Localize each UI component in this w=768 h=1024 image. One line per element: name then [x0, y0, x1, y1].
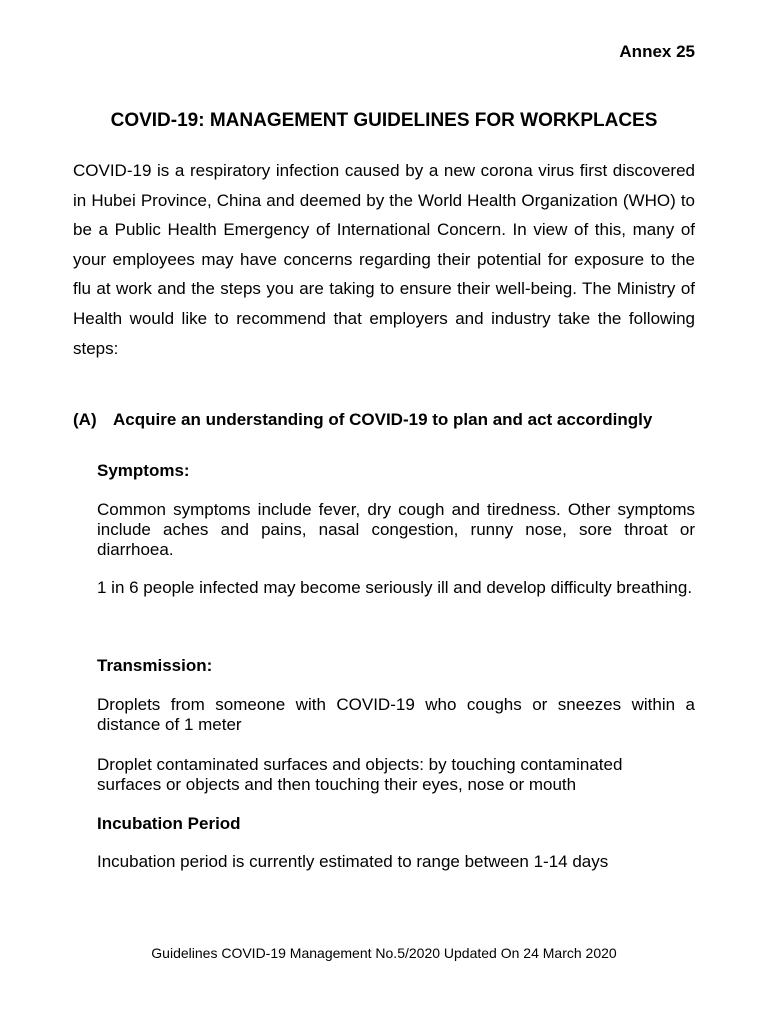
page-title: COVID-19: MANAGEMENT GUIDELINES FOR WORKPLACES	[110, 110, 658, 131]
transmission-paragraph-2-line-2: surfaces or objects and then touching their eyes, nose or mouth	[97, 775, 577, 794]
transmission-paragraph-2-line-1: Droplet contaminated surfaces and objects: by touching contaminated	[97, 755, 623, 774]
symptoms-paragraph-2: 1 in 6 people infected may become seriously ill and develop difficulty breathing.	[97, 578, 693, 597]
transmission-paragraph-1: Droplets from someone with COVID-19 who coughs or sneezes within a distance of 1 meter	[97, 695, 695, 734]
transmission-paragraph-2	[97, 755, 695, 795]
transmission-heading: Transmission:	[97, 656, 213, 675]
incubation-heading: Incubation Period	[97, 814, 241, 833]
intro-paragraph: COVID-19 is a respiratory infection caused by a new corona virus first discovered in Hubei Province, China and deemed by the World Health Organization (WHO) to be a Public Health Emergency of International Concern. In view of this, many of your employees may have concerns regarding their potential for exposure to the flu at work and the steps you are taking to ensure their well-being. The Ministry of Health would like to recommend that employers and industry take the following steps:	[73, 161, 695, 358]
section-a-heading	[73, 410, 713, 430]
section-a-title: Acquire an understanding of COVID-19 to plan and act accordingly	[113, 410, 653, 429]
incubation-paragraph: Incubation period is currently estimated to range between 1-14 days	[97, 852, 609, 871]
footer-text: Guidelines COVID-19 Management No.5/2020 Updated On 24 March 2020	[151, 945, 617, 961]
section-a-letter: (A)	[73, 410, 97, 429]
symptoms-paragraph-1: Common symptoms include fever, dry cough and tiredness. Other symptoms include aches and pains, nasal congestion, runny nose, sore throat or diarrhoea.	[97, 500, 695, 559]
symptoms-heading: Symptoms:	[97, 461, 190, 480]
annex-label: Annex 25	[619, 42, 695, 61]
